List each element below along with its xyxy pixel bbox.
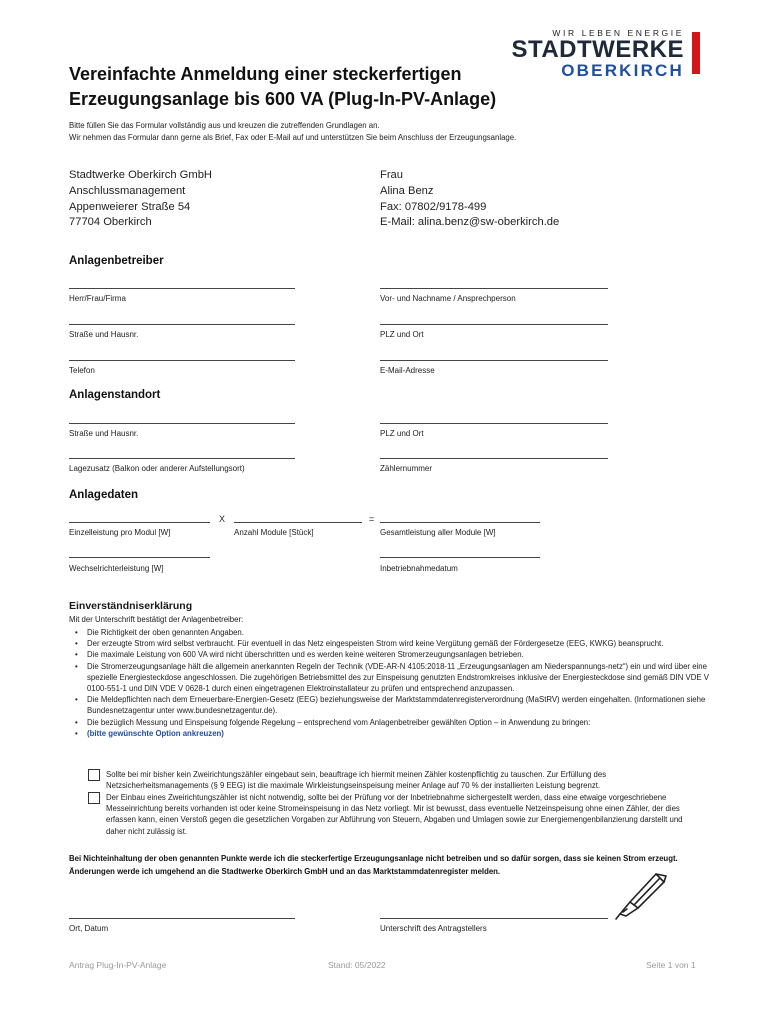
- consent-item: • Der erzeugte Strom wird selbst verbraucht. Für eventuell in das Netz eingespeisten Strom wird keine Vergütung gemäß der Fördergesetze (EEG, KWKG) beansprucht.: [69, 638, 709, 649]
- module-count-field[interactable]: [234, 522, 362, 523]
- place-date-field[interactable]: [69, 918, 295, 919]
- recipient-line: 77704 Oberkirch: [69, 216, 152, 229]
- module-power-field[interactable]: [69, 522, 210, 523]
- consent-intro: Mit der Unterschrift bestätigt der Anlagenbetreiber:: [69, 615, 244, 624]
- section-data-heading: Anlagedaten: [69, 489, 139, 501]
- contact-line: E-Mail: alina.benz@sw-oberkirch.de: [380, 216, 560, 229]
- recipient-line: Appenweierer Straße 54: [69, 200, 191, 213]
- consent-list: [69, 627, 709, 739]
- title-line-1: Vereinfachte Anmeldung einer steckerfertigen: [69, 64, 462, 84]
- operator-title-field[interactable]: [69, 288, 295, 289]
- location-zip-field[interactable]: [380, 423, 608, 424]
- logo-line-1: STADTWERKE: [511, 36, 684, 63]
- location-street-field[interactable]: [69, 423, 295, 424]
- footer-document-name: Antrag Plug-In-PV-Anlage: [69, 960, 167, 970]
- commissioning-date-label: Inbetriebnahmedatum: [380, 564, 458, 573]
- operator-title-label: Herr/Frau/Firma: [69, 294, 126, 303]
- operator-zip-field[interactable]: [380, 324, 608, 325]
- contact-line: Frau: [380, 169, 404, 181]
- consent-item: • Die Richtigkeit der oben genannten Angaben.: [69, 627, 709, 638]
- commissioning-date-field[interactable]: [380, 557, 540, 558]
- consent-heading: Einverständniserklärung: [69, 600, 193, 612]
- intro-text: [69, 120, 516, 144]
- recipient-line: Stadtwerke Oberkirch GmbH: [69, 169, 212, 181]
- logo-line-2: OBERKIRCH: [561, 61, 684, 80]
- logo-red-bar: [692, 32, 700, 74]
- inverter-power-field[interactable]: [69, 557, 210, 558]
- footer-page-number: Seite 1 von 1: [646, 960, 696, 970]
- consent-hint-row: [69, 728, 709, 739]
- total-power-field[interactable]: [380, 522, 540, 523]
- intro-line-2: Wir nehmen das Formular dann gerne als Brief, Fax oder E-Mail auf und unterstützen Sie beim Anschluss der Erzeugungsanlage.: [69, 133, 517, 142]
- meter-number-label: Zählernummer: [380, 464, 433, 473]
- option-1-checkbox[interactable]: [88, 769, 100, 781]
- section-location-heading: Anlagenstandort: [69, 389, 161, 401]
- consent-item: • Die bezüglich Messung und Einspeisung folgende Regelung – entsprechend vom Anlagenbetreiber gewählten Option – in Anwendung zu bringen:: [69, 717, 709, 728]
- signature-field[interactable]: [380, 918, 608, 919]
- operator-phone-field[interactable]: [69, 360, 295, 361]
- operator-zip-label: PLZ und Ort: [380, 330, 424, 339]
- option-1-text: Sollte bei mir bisher kein Zweirichtungszähler eingebaut sein, beauftrage ich hiermit meinen Zähler kostenpflichtig zu tauschen. Zur Erfüllung des Netzsicherheitsmanagements (§ 9 EEG) ist die maximale Wirkleistungseinspeisung meiner Anlage auf 70 % der installierten Leistung begrenzt.: [106, 770, 607, 791]
- inverter-power-label: Wechselrichterleistung [W]: [69, 564, 164, 573]
- equals-sign: =: [369, 514, 375, 524]
- title-line-2: Erzeugungsanlage bis 600 VA (Plug-In-PV-Anlage): [69, 89, 497, 109]
- consent-item: • Die maximale Leistung von 600 VA wird nicht überschritten und es werden keine weiteren Stromerzeugungsanlagen betrieben.: [69, 649, 709, 660]
- consent-item: • Die Stromerzeugungsanlage hält die allgemein anerkannten Regeln der Technik (VDE-AR-N 4105:2018-11 „Erzeugungsanlagen am Niederspannungs-netz“) ein und wird über eine spezielle Energiesteckdose angeschlossen. Die zugehörigen Betriebsmittel des zur Einspeisung genutzten Endstromkreises inklusive der Energiesteckdose sind gemäß DIN VDE V 0100-551-1 und DIN VDE V 0628-1 durch einen eingetragenen Elektroinstallateur zu prüfen und entsprechend anzupassen.: [69, 661, 709, 695]
- company-logo: [512, 28, 700, 82]
- option-2-checkbox[interactable]: [88, 792, 100, 804]
- contact-line: Fax: 07802/9178-499: [380, 200, 487, 213]
- module-count-label: Anzahl Module [Stück]: [234, 528, 314, 537]
- intro-line-1: Bitte füllen Sie das Formular vollständig aus und kreuzen die zutreffenden Grundlagen an.: [69, 121, 380, 130]
- operator-email-field[interactable]: [380, 360, 608, 361]
- location-zip-label: PLZ und Ort: [380, 429, 424, 438]
- location-addition-field[interactable]: [69, 458, 295, 459]
- location-addition-label: Lagezusatz (Balkon oder anderer Aufstellungsort): [69, 464, 245, 473]
- logo-tagline: WIR LEBEN ENERGIE: [552, 28, 684, 38]
- place-date-label: Ort, Datum: [69, 924, 109, 933]
- operator-street-label: Straße und Hausnr.: [69, 330, 139, 339]
- fountain-pen-icon: [612, 872, 670, 922]
- recipient-line: Anschlussmanagement: [69, 184, 186, 197]
- signature-label: Unterschrift des Antragstellers: [380, 924, 487, 933]
- contact-line: Alina Benz: [380, 184, 434, 197]
- multiply-sign: X: [219, 514, 226, 524]
- option-hint: (bitte gewünschte Option ankreuzen): [87, 728, 224, 738]
- operator-street-field[interactable]: [69, 324, 295, 325]
- operator-contact-field[interactable]: [380, 288, 608, 289]
- operator-phone-label: Telefon: [69, 366, 95, 375]
- location-street-label: Straße und Hausnr.: [69, 429, 139, 438]
- document-title: [69, 62, 496, 112]
- operator-contact-label: Vor- und Nachname / Ansprechperson: [380, 294, 516, 303]
- consent-item: • Die Meldepflichten nach dem Erneuerbare-Energien-Gesetz (EEG) beziehungsweise der Marktstammdatenregisterverordnung (MaStRV) werden eingehalten. (Informationen siehe Bundesnetzagentur unter www.bundesnetzagentur.de).: [69, 694, 709, 716]
- non-compliance-notice: Bei Nichteinhaltung der oben genannten Punkte werde ich die steckerfertige Erzeugungsanlage nicht betreiben und so dafür sorgen, dass sie keinen Strom erzeugt. Änderungen werde ich umgehend an die Stadtwerke Oberkirch GmbH und an das Marktstammdatenregister melden.: [69, 854, 678, 876]
- total-power-label: Gesamtleistung aller Module [W]: [380, 528, 496, 537]
- contact-address: [380, 168, 559, 231]
- section-operator-heading: Anlagenbetreiber: [69, 255, 164, 267]
- module-power-label: Einzelleistung pro Modul [W]: [69, 528, 171, 537]
- operator-email-label: E-Mail-Adresse: [380, 366, 435, 375]
- meter-number-field[interactable]: [380, 458, 608, 459]
- option-2-text: Der Einbau eines Zweirichtungszähler ist nicht notwendig, sollte bei der Prüfung vor der Inbetriebnahme sichergestellt werden, dass eine etwaige vorgeschriebene Messeinrichtung bereits vorhanden ist oder keine Stromeinspeisung in das Netz vorliegt. Mir ist bewusst, dass eventuelle Netzeinspeisung ohne einen Zähler, der dies erfassen kann, einen Verstoß gegen die gesetzlichen Vorgaben zur Abführung von Steuern, Abgaben und Umlagen sowie zur Energiemengenbilanzierung darstellt und daher nicht zulässig ist.: [106, 793, 683, 836]
- footer-version: Stand: 05/2022: [328, 960, 386, 970]
- recipient-address: [69, 168, 212, 231]
